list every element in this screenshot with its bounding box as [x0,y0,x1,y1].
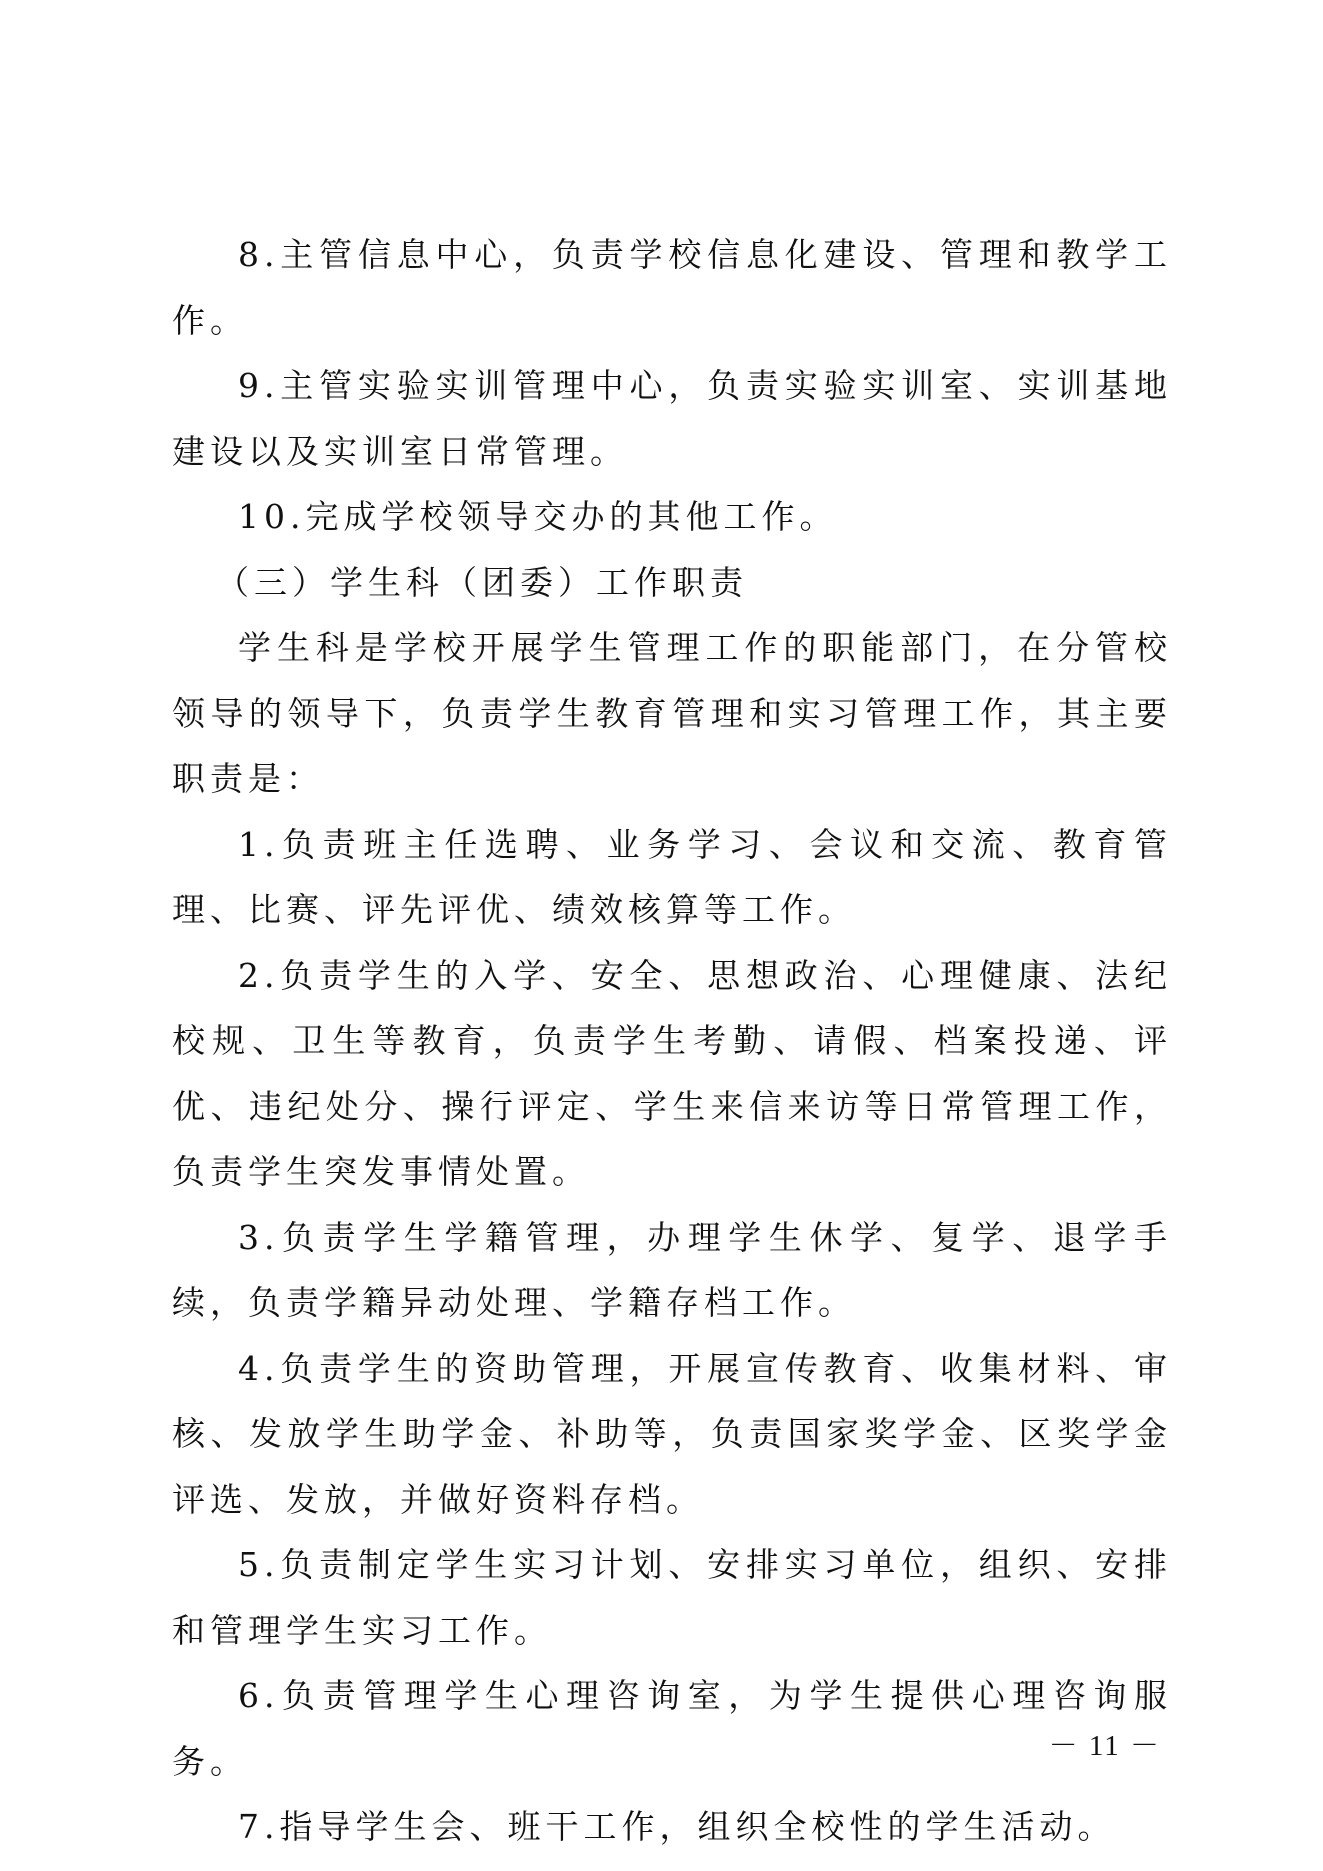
paragraph-item-8: 8.主管信息中心，负责学校信息化建设、管理和教学工作。 [172,235,1172,340]
section-heading: （三）学生科（团委）工作职责 [216,562,748,602]
paragraph-item-10: 10.完成学校领导交办的其他工作。 [238,497,838,536]
duty-item-1: 1.负责班主任选聘、业务学习、会议和交流、教育管理、比赛、评先评优、绩效核算等工作。 [172,824,1172,929]
duty-item-4: 4.负责学生的资助管理，开展宣传教育、收集材料、审核、发放学生助学金、补助等，负责国家奖学金、区奖学金评选、发放，并做好资料存档。 [172,1348,1172,1519]
paragraph-item-9: 9.主管实验实训管理中心，负责实验实训室、实训基地建设以及实训室日常管理。 [172,366,1172,471]
page-number: － 11 － [1048,1730,1161,1762]
duty-item-5: 5.负责制定学生实习计划、安排实习单位，组织、安排和管理学生实习工作。 [172,1545,1172,1650]
document-body [172,222,1172,1860]
duty-item-2: 2.负责学生的入学、安全、思想政治、心理健康、法纪校规、卫生等教育，负责学生考勤、请假、档案投递、评优、违纪处分、操行评定、学生来信来访等日常管理工作，负责学生突发事情处置。 [172,955,1172,1191]
section-intro-paragraph: 学生科是学校开展学生管理工作的职能部门，在分管校领导的领导下，负责学生教育管理和实习管理工作，其主要职责是： [172,628,1172,798]
duty-item-3: 3.负责学生学籍管理，办理学生休学、复学、退学手续，负责学籍异动处理、学籍存档工作。 [172,1217,1172,1322]
duty-item-6: 6.负责管理学生心理咨询室，为学生提供心理咨询服务。 [172,1676,1172,1781]
duty-item-7: 7.指导学生会、班干工作，组织全校性的学生活动。 [238,1807,1116,1846]
